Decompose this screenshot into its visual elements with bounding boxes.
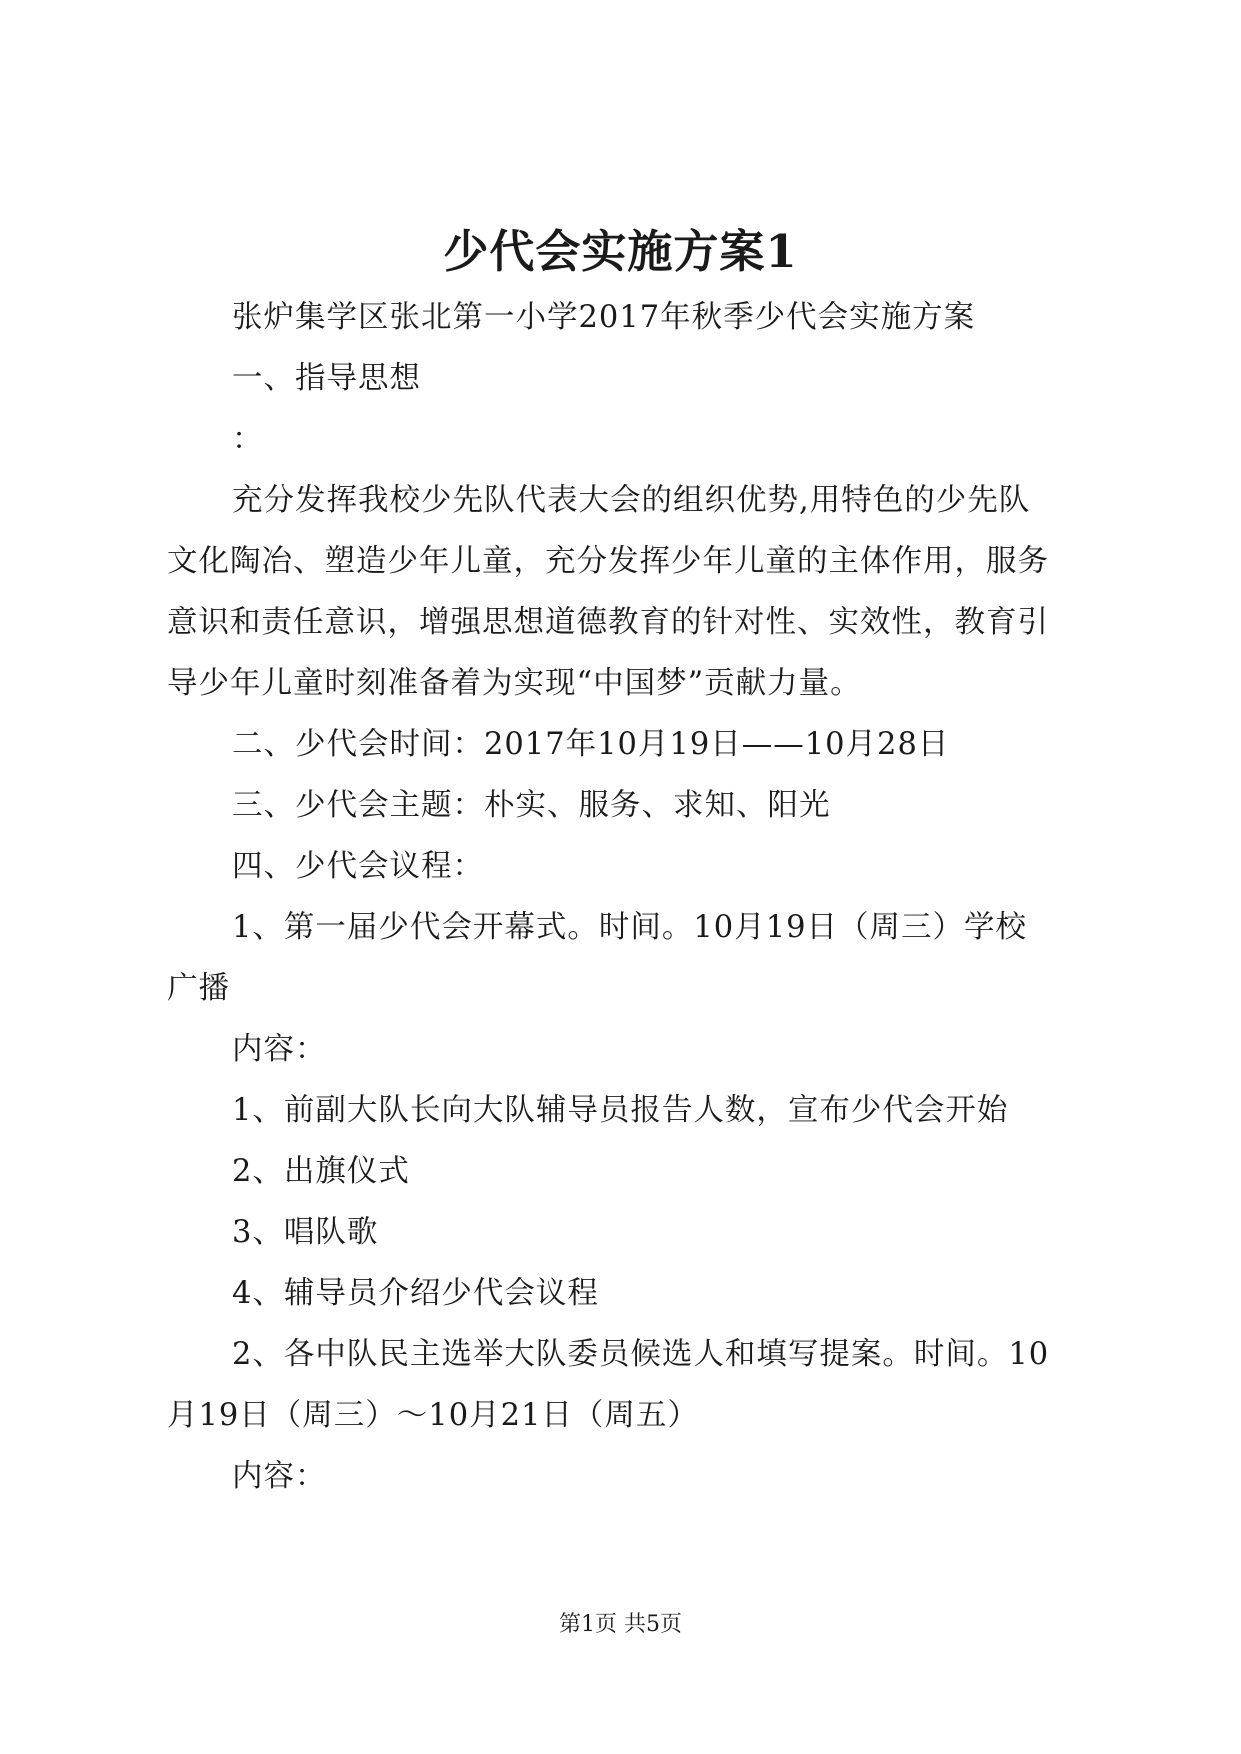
agenda-item-continuation: 广播 xyxy=(167,971,230,1006)
section-heading: 三、少代会主题：朴实、服务、求知、阳光 xyxy=(232,788,831,823)
list-item: 3、唱队歌 xyxy=(232,1215,379,1250)
list-item: 1、前副大队长向大队辅导员报告人数，宣布少代会开始 xyxy=(232,1093,1009,1128)
paragraph-line: ： xyxy=(232,422,264,457)
agenda-item: 1、第一届少代会开幕式。时间。10月19日（周三）学校 xyxy=(232,910,1028,945)
page-footer: 第1页 共5页 xyxy=(559,1612,682,1637)
content-label: 内容： xyxy=(232,1032,327,1067)
list-item: 2、出旗仪式 xyxy=(232,1154,410,1189)
content-label: 内容： xyxy=(232,1459,327,1494)
agenda-item-continuation: 月19日（周三）～10月21日（周五） xyxy=(167,1398,699,1433)
paragraph-line: 意识和责任意识，增强思想道德教育的针对性、实效性，教育引 xyxy=(167,605,1049,640)
paragraph-line: 文化陶冶、塑造少年儿童，充分发挥少年儿童的主体作用，服务 xyxy=(167,544,1049,579)
paragraph-line: 导少年儿童时刻准备着为实现“中国梦”贡献力量。 xyxy=(167,666,862,701)
section-heading: 二、少代会时间：2017年10月19日——10月28日 xyxy=(232,727,950,762)
subtitle-line: 张炉集学区张北第一小学2017年秋季少代会实施方案 xyxy=(232,300,976,335)
agenda-item: 2、各中队民主选举大队委员候选人和填写提案。时间。10 xyxy=(232,1337,1050,1372)
document-title: 少代会实施方案1 xyxy=(443,225,798,278)
section-heading: 一、指导思想 xyxy=(232,361,421,396)
list-item: 4、辅导员介绍少代会议程 xyxy=(232,1276,599,1311)
paragraph-line: 充分发挥我校少先队代表大会的组织优势,用特色的少先队 xyxy=(232,483,1031,518)
section-heading: 四、少代会议程： xyxy=(232,849,484,884)
